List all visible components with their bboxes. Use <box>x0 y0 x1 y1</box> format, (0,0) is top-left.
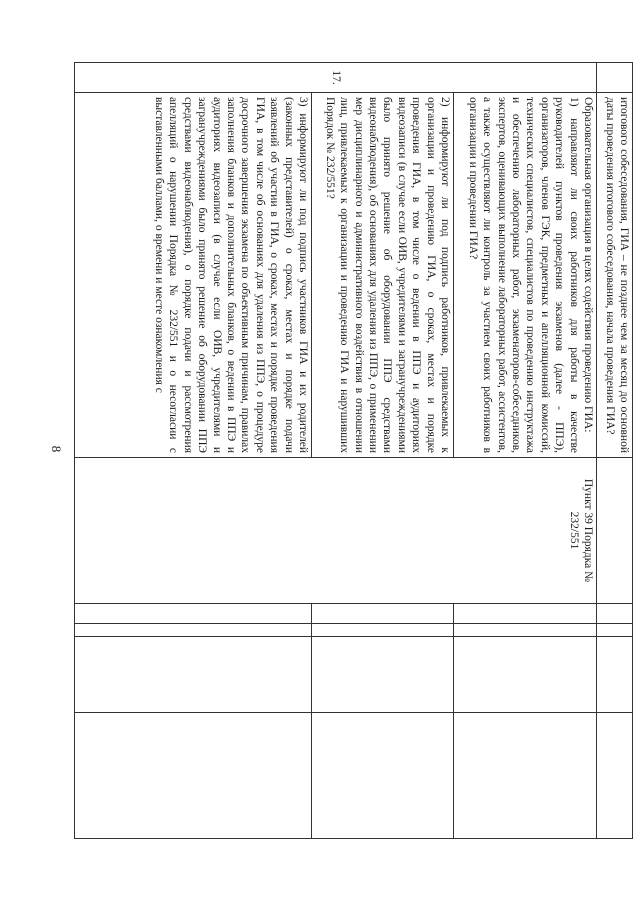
table-row <box>75 63 312 839</box>
question-cell: 2) информируют ли под подпись работников, привлекаемых к организации и проведению ГИА, о сроках, местах и порядке проведения ГИА, в том числе о ведении в ППЭ и аудиториях видеозаписи (в случае если ОИВ, учредителями и загранучреждениями было принято решение об оборудовании ППЭ средствами видеонаблюдения), об основаниях для удаления из ППЭ, о применении мер дисциплинарного и административного воздействия в отношении лиц, привлекаемых к организации и проведению ГИА и нарушивших Порядок № 232/551? <box>312 93 454 458</box>
answer-cell-2 <box>454 624 597 637</box>
notes-cell <box>597 713 633 839</box>
answer-cell-3 <box>312 637 454 713</box>
checklist-table <box>74 62 633 839</box>
question-text: 1) направляют ли своих работников для работы в качестве руководителей пунктов проведения экзаменов (далее - ППЭ), организаторов, членов ГЭК, предметных и апелляционной комиссий, технических специалистов, специалистов по проведению инструктажа и обеспечению лабораторных работ, экзаменаторов-собеседников, экспертов, оценивающих выполнение лабораторных работ, ассистентов, а также осуществляют ли контроль за участием своих работников в организации и проведении ГИА? <box>466 97 580 453</box>
answer-cell-1 <box>312 604 454 624</box>
answer-cell-3 <box>454 637 597 713</box>
reference-cell <box>597 458 633 604</box>
notes-cell <box>454 713 597 839</box>
answer-cell-3 <box>75 637 312 713</box>
answer-cell-3 <box>597 637 633 713</box>
notes-cell <box>312 713 454 839</box>
table-row <box>597 63 633 839</box>
answer-cell-2 <box>312 624 454 637</box>
reference-cell: Пункт 39 Порядка № 232/551 <box>75 458 597 604</box>
question-intro: Образовательная организация в целях содействия проведению ГИА: <box>582 97 594 433</box>
answer-cell-1 <box>454 604 597 624</box>
rotated-page-content <box>75 62 633 838</box>
question-cell: 3) информируют ли под подпись участников ГИА и их родителей (законных представителей) о сроках, местах и порядке подачи заявлений об участии в ГИА, о сроках, местах и порядке проведения ГИА, в том числе об основаниях для удаления из ППЭ, о процедуре досрочного завершения экзамена по объективным причинам, правилах заполнения бланков и дополнительных бланков, о ведении в ППЭ и аудиториях видеозаписи (в случае если ОИВ, учредителями и загранучреждениями было принято решение об оборудовании ППЭ средствами видеонаблюдения), о порядке подачи и рассмотрения апелляций о нарушении Порядка № 232/551 и о несогласии с выставленными баллами, о времени и месте ознакомления с <box>75 93 312 458</box>
answer-cell-2 <box>75 624 312 637</box>
table-row <box>454 63 597 839</box>
notes-cell <box>75 713 312 839</box>
number-cell <box>597 63 633 93</box>
answer-cell-2 <box>597 624 633 637</box>
table-row <box>312 63 454 839</box>
row-number: 17. <box>75 63 597 93</box>
answer-cell-1 <box>75 604 312 624</box>
page-number: 8 <box>49 445 64 453</box>
question-cell: итогового собеседования, ГИА – не позднее чем за месяц до основной даты проведения итогового собеседования, начала проведения ГИА? <box>597 93 633 458</box>
question-cell <box>454 93 597 458</box>
answer-cell-1 <box>597 604 633 624</box>
